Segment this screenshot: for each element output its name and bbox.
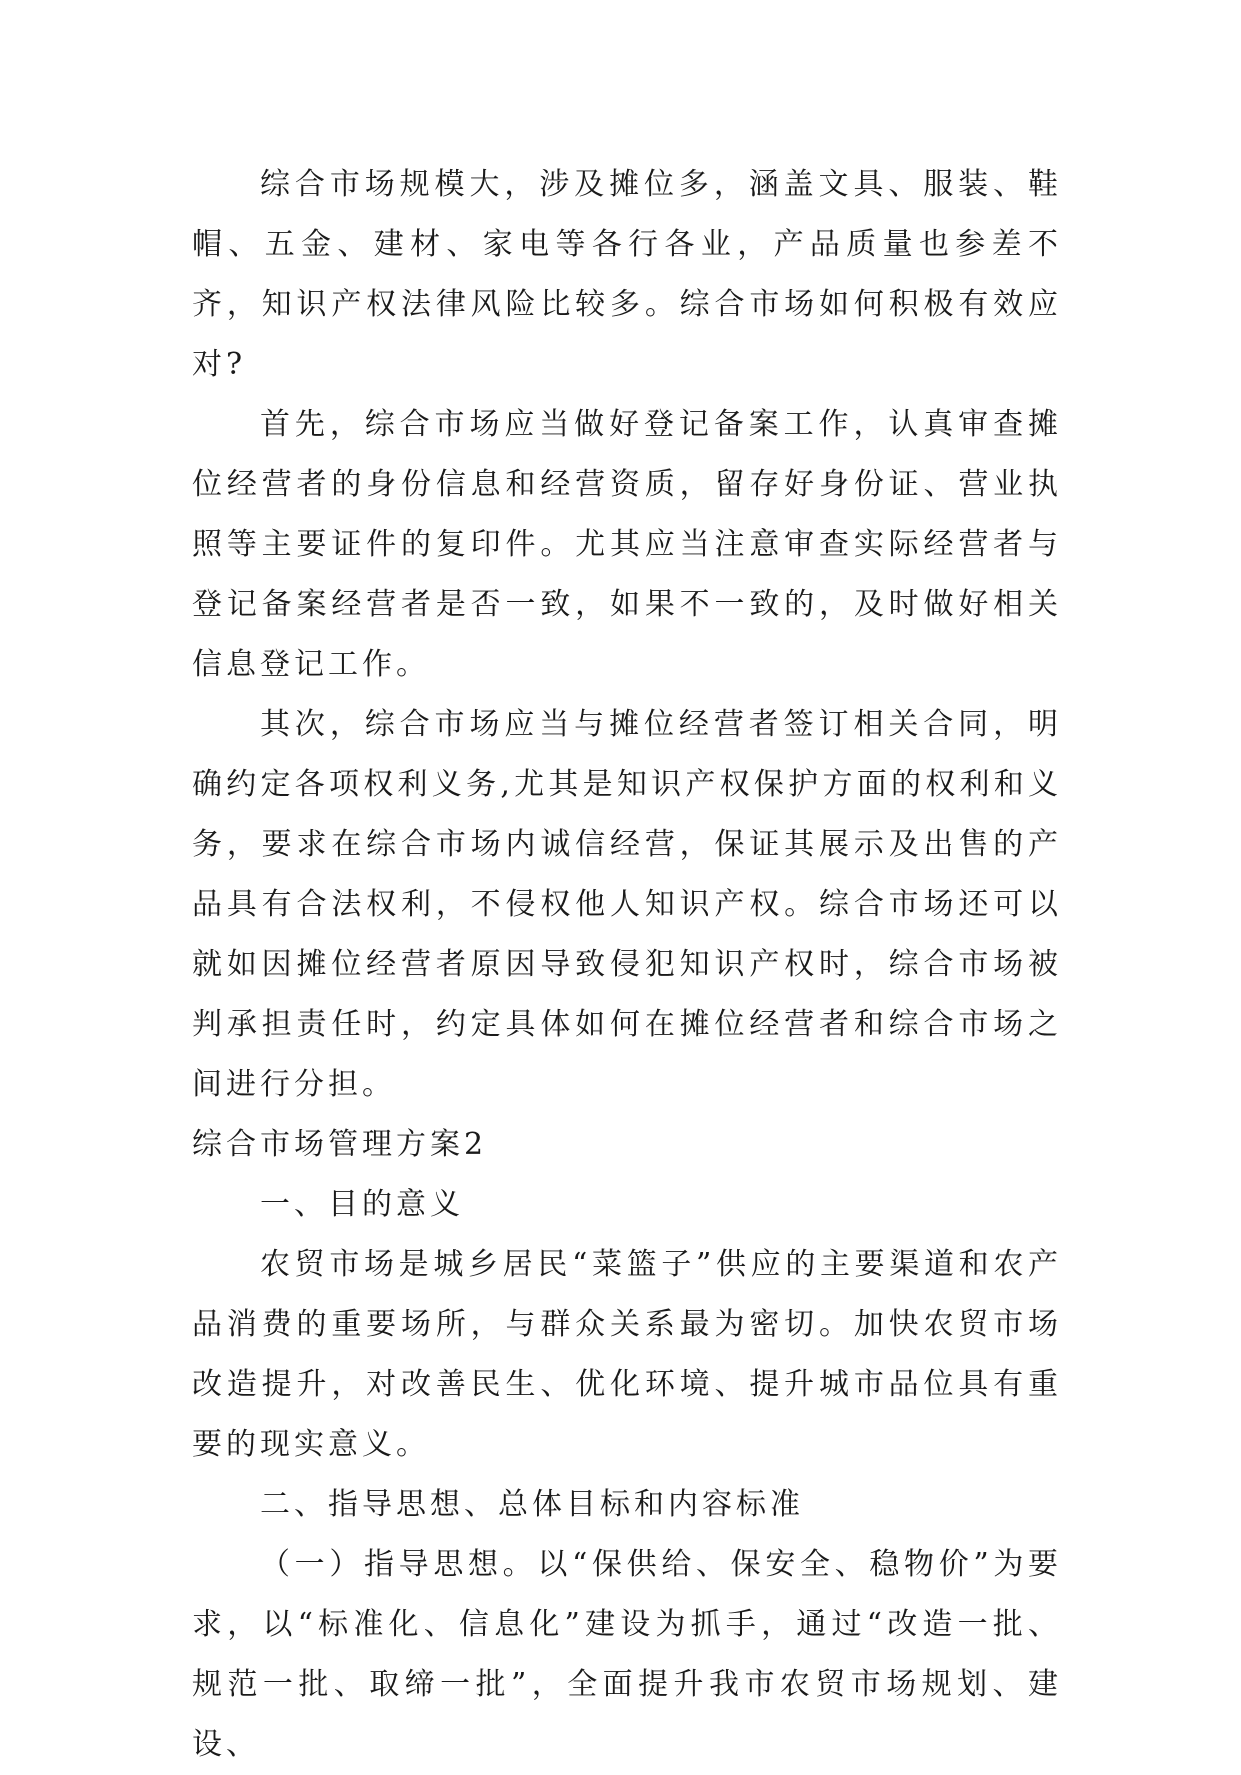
subheading-guidance: 二、指导思想、总体目标和内容标准	[260, 1487, 804, 1522]
paragraph-market-risks: 综合市场规模大，涉及摊位多，涵盖文具、服装、鞋帽、五金、建材、家电等各行各业，产品质量也参差不齐，知识产权法律风险比较多。综合市场如何积极有效应对?	[192, 167, 1062, 382]
paragraph-registration: 首先，综合市场应当做好登记备案工作，认真审查摊位经营者的身份信息和经营资质，留存好身份证、营业执照等主要证件的复印件。尤其应当注意审查实际经营者与登记备案经营者是否一致，如果不一致的，及时做好相关信息登记工作。	[192, 407, 1062, 682]
document-page	[192, 155, 1062, 1775]
paragraph-contracts: 其次，综合市场应当与摊位经营者签订相关合同，明确约定各项权利义务,尤其是知识产权保护方面的权利和义务，要求在综合市场内诚信经营，保证其展示及出售的产品具有合法权利，不侵权他人知识产权。综合市场还可以就如因摊位经营者原因导致侵犯知识产权时，综合市场被判承担责任时，约定具体如何在摊位经营者和综合市场之间进行分担。	[192, 707, 1062, 1102]
paragraph-purpose: 农贸市场是城乡居民“菜篮子”供应的主要渠道和农产品消费的重要场所，与群众关系最为密切。加快农贸市场改造提升，对改善民生、优化环境、提升城市品位具有重要的现实意义。	[192, 1247, 1062, 1462]
subheading-purpose: 一、目的意义	[260, 1187, 464, 1222]
paragraph-guidance: （一）指导思想。以“保供给、保安全、稳物价”为要求，以“标准化、信息化”建设为抓手，通过“改造一批、规范一批、取缔一批”，全面提升我市农贸市场规划、建设、	[192, 1547, 1062, 1762]
section-title: 综合市场管理方案2	[192, 1127, 488, 1162]
